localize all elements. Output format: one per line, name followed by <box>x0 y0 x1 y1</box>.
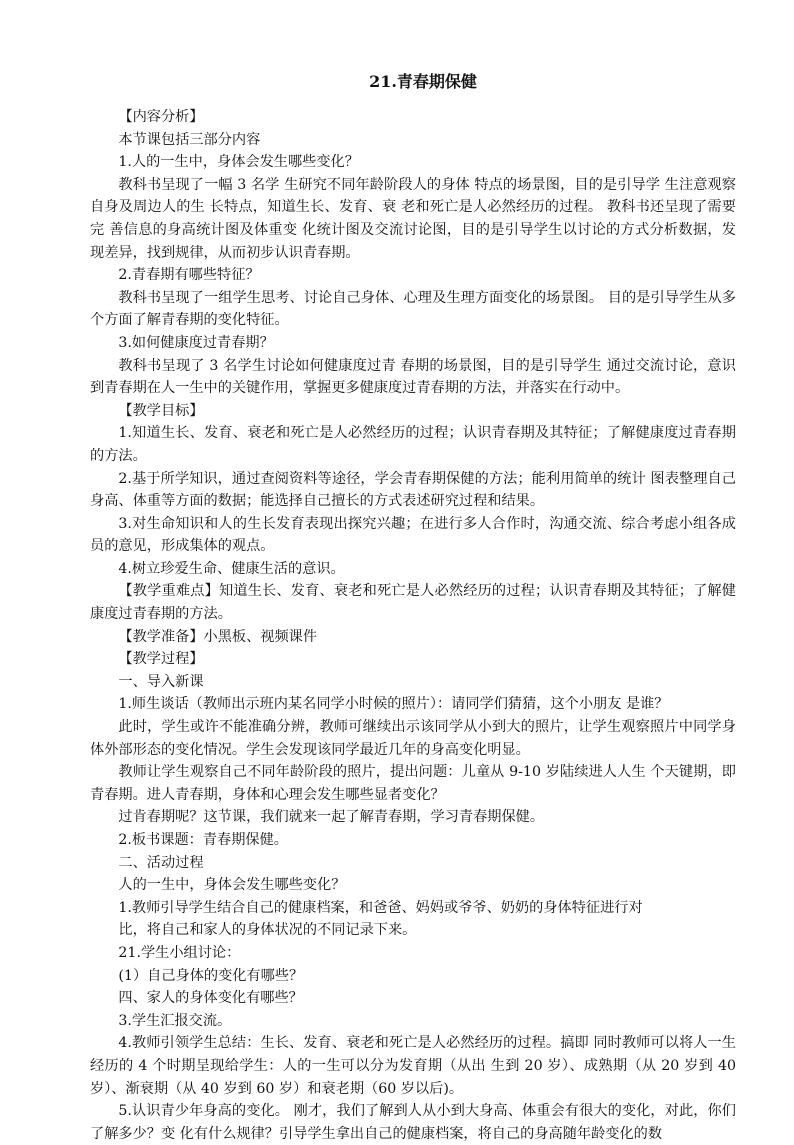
paragraph: 教师让学生观察自己不同年龄阶段的照片，提出问题：儿童从 9-10 岁陆续进人人生 个天键期，即青春期。进人青春期，身体和心理会发生哪些显者变化？ <box>90 764 736 803</box>
paragraph: (1）自己身体的变化有哪些？ <box>118 967 304 984</box>
paragraph: 此时，学生或许不能准确分辨，教师可继续出示该同学从小到大的照片，让学生观察照片中同学身体外部形态的变化情况。学生会发现该同学最近几年的身高变化明显。 <box>90 719 736 758</box>
section-key-points: 【教学重难点】知道生长、发育、衰老和死亡是人必然经历的过程；认识青春期及其特征；了解健 康度过青春期的方法。 <box>90 583 736 623</box>
paragraph: 2.板书课题：青春期保健。 <box>118 832 288 848</box>
paragraph: 5.认识青少年身高的变化。 刚才，我们了解到人从小到大身高、体重会有很大的变化，对此，你们了解多少？变 化有什么规律？引导学生拿出自己的健康档案，将自己的身高随年龄变化的数 <box>90 1103 736 1142</box>
paragraph: 1.教师引导学生结合自己的健康档案，和爸爸、妈妈或爷爷、奶奶的身体特征进行对 <box>118 899 643 916</box>
paragraph: 过肯春期呢？这节课，我们就来一起了解青春期，学习青春期保健。 <box>118 809 545 826</box>
section-heading-teaching-process: 【教学过程】 <box>118 651 204 668</box>
paragraph: 教科书呈现了一组学生思考、讨论自己身体、心理及生理方面变化的场景图。 目的是引导学生从多个方面了解青春期的变化特征。 <box>90 289 736 329</box>
paragraph: 1.师生谈话（教师出示班内某名同学小时候的照片）：请同学们猜猜，这个小朋友 是谁？ <box>118 696 669 713</box>
subheading: 一、导入新课 <box>118 673 204 690</box>
paragraph: 4.教师引领学生总结：生长、发育、衰老和死亡是人必然经历的过程。搞即 同时教师可以将人一生经历的 4 个时期呈现给学生：人的一生可以分为发育期（从出 生到 20 岁）、成熟期（从 20 岁到 40 岁）、渐衰期（从 40 岁到 60 岁）和衰老期（60 岁以后)。 <box>90 1035 736 1097</box>
section-preparation: 【教学准备】小黑板、视频课件 <box>118 628 318 645</box>
paragraph: 四、家人的身体变化有哪些？ <box>118 990 303 1007</box>
subheading: 1.人的一生中，身体会发生哪些变化？ <box>118 154 359 171</box>
paragraph: 教科书呈现了一幅 3 名学 生研究不同年龄阶段人的身体 特点的场景图，目的是引导学 生注意观察自身及周边人的生 长特点，知道生长、发育、衰 老和死亡是人必然经历的过程。 教科书还呈现了需要完 善信息的身高统计图及体重变 化统计图及交流讨论图，目的是引导学生以讨论的方式分析数据，发现差异，找到规律，从而初步认识青春期。 <box>90 176 736 261</box>
paragraph: 3.学生汇报交流。 <box>118 1012 232 1029</box>
paragraph: 本节课包括三部分内容 <box>118 131 261 148</box>
paragraph: 21.学生小组讨论： <box>118 944 241 961</box>
list-item: 4.树立珍爱生命、健康生活的意识。 <box>118 560 345 577</box>
subheading: 3.如何健康度过青春期？ <box>118 334 274 351</box>
list-item: 1.知道生长、发育、衰老和死亡是人必然经历的过程；认识青春期及其特征；了解健康度过青春期的方法。 <box>90 425 736 464</box>
subheading: 2.青春期有哪些特征？ <box>118 267 260 284</box>
section-heading-content-analysis: 【内容分析】 <box>118 109 204 125</box>
document-body <box>90 106 736 1145</box>
paragraph: 比，将自己和家人的身体状况的不同记录下来。 <box>118 922 417 939</box>
subheading: 二、活动过程 <box>118 854 204 871</box>
section-heading-teaching-goals: 【教学目标】 <box>118 402 204 419</box>
document-title: 21.青春期保健 <box>369 72 477 91</box>
paragraph: 人的一生中，身体会发生哪些变化？ <box>118 877 346 894</box>
list-item: 2.基于所学知识，通过查阅资料等途径，学会青春期保健的方法；能利用简单的统计 图表整理自己身高、体重等方面的数据；能选择自己擅长的方式表述研究过程和结果。 <box>90 470 736 510</box>
paragraph: 教科书呈现了 3 名学生讨论如何健康度过青 春期的场景图，目的是引导学生 通过交流讨论，意识到青春期在人一生中的关键作用，掌握更多健康度过青春期的方法，并落实在行动中。 <box>90 357 736 397</box>
list-item: 3.对生命知识和人的生长发育表现出探究兴趣；在进行多人合作时，沟通交流、综合考虑小组各成员的意见，形成集体的观点。 <box>90 515 736 555</box>
